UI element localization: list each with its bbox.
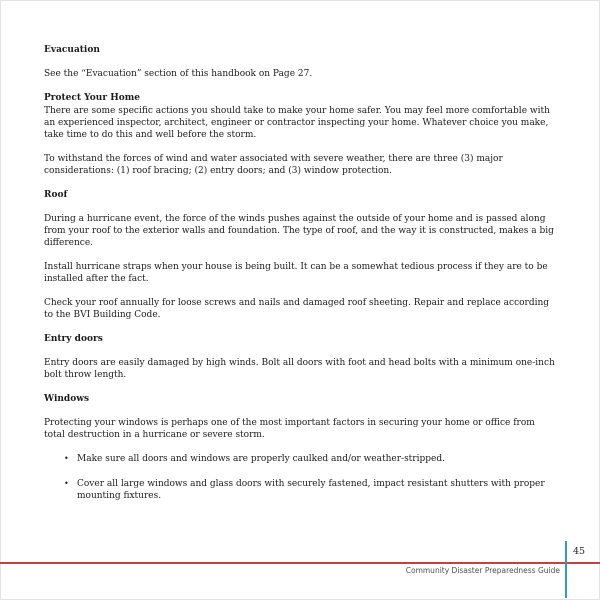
section-heading-entry-doors: Entry doors [44,334,103,344]
paragraph-hurricane-straps: Install hurricane straps when your house is being built. It can be a somewhat tedious process if they are to be installed after the fact. [44,262,548,284]
bullet-icon: • [64,454,69,463]
list-item [64,453,558,465]
list-item-text: Cover all large windows and glass doors with securely fastened, impact resistant shutters with proper mounting fixtures. [77,479,545,501]
windows-checklist [44,453,558,502]
page-number-divider [565,541,567,598]
section-heading-protect-your-home: Protect Your Home [44,93,140,103]
paragraph-entry-doors: Entry doors are easily damaged by high winds. Bolt all doors with foot and head bolts with a minimum one-inch bolt throw length. [44,358,555,380]
paragraph-windows-intro: Protecting your windows is perhaps one of the most important factors in securing your home or office from total destruction in a hurricane or severe storm. [44,418,535,440]
page-number: 45 [573,546,586,557]
section-heading-windows: Windows [44,394,90,404]
footer-rule [0,562,600,564]
paragraph-roof-check: Check your roof annually for loose screws and nails and damaged roof sheeting. Repair and replace according to the BVI Building Code. [44,298,550,320]
paragraph-protect-your-home: There are some specific actions you should take to make your home safer. You may feel more comfortable with an experienced inspector, architect, engineer or contractor inspecting your home. Whatever choice you make, take time to do this and well before the storm. [44,106,550,140]
list-item [64,478,558,502]
list-item-text: Make sure all doors and windows are properly caulked and/or weather-stripped. [77,454,445,464]
bullet-icon: • [64,479,69,488]
section-heading-evacuation: Evacuation [44,45,100,55]
paragraph-three-considerations: To withstand the forces of wind and water associated with severe weather, there are three (3) major considerations: (1) roof bracing; (2) entry doors; and (3) window protection. [44,154,503,176]
paragraph-roof-forces: During a hurricane event, the force of the winds pushes against the outside of your home and is passed along from your roof to the exterior walls and foundation. The type of roof, and the way it is constructed, makes a big difference. [44,214,554,248]
section-heading-roof: Roof [44,190,68,200]
footer-title: Community Disaster Preparedness Guide [405,566,560,575]
paragraph-evacuation-reference: See the “Evacuation” section of this handbook on Page 27. [44,69,313,79]
